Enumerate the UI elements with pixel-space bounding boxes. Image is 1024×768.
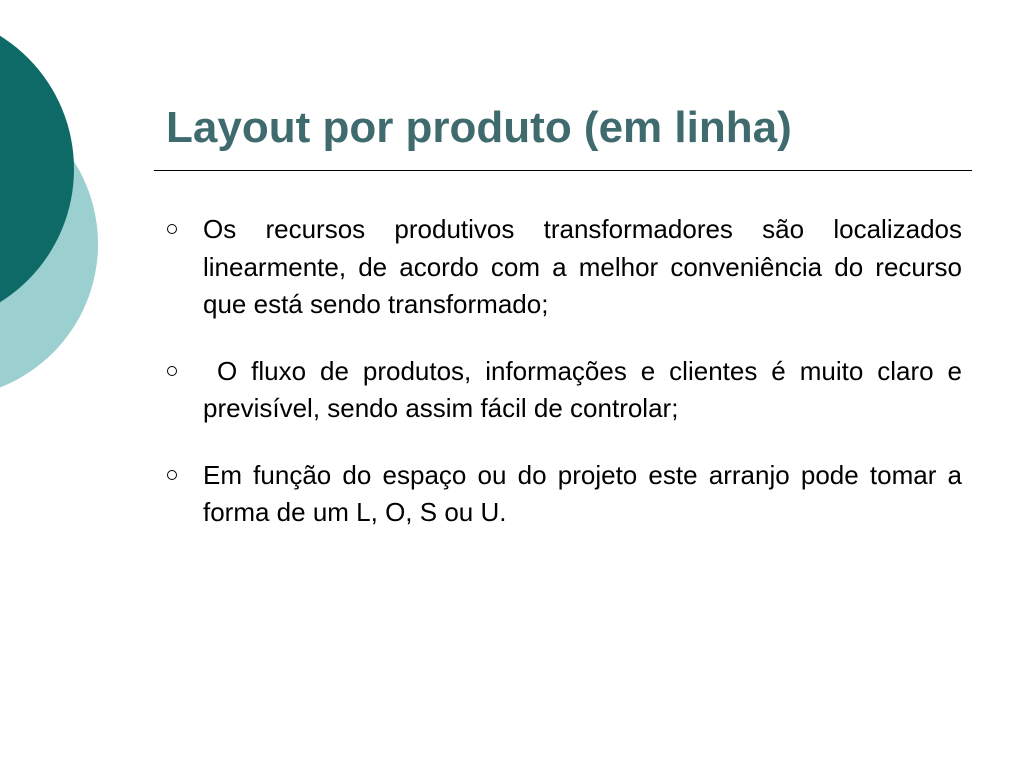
bullet-item-2 (166, 353, 970, 428)
title-divider (154, 170, 972, 171)
bullet-text: O fluxo de produtos, informações e clientes é muito claro e previsível, sendo assim fácil de controlar; (203, 355, 970, 423)
bullet-circle-icon (167, 366, 177, 376)
bullet-text: Em função do espaço ou do projeto este arranjo pode tomar a forma de um L, O, S ou U. (203, 459, 970, 527)
bullet-item-3 (166, 457, 970, 532)
slide-title: Layout por produto (em linha) (166, 103, 792, 152)
bullet-circle-icon (167, 470, 177, 480)
bullet-circle-icon (167, 224, 177, 234)
bullet-text: Os recursos produtivos transformadores são localizados linearmente, de acordo com a melhor conveniência do recurso que está sendo transformado; (203, 214, 970, 319)
bullet-list (166, 211, 970, 561)
bullet-item-1 (166, 211, 970, 324)
